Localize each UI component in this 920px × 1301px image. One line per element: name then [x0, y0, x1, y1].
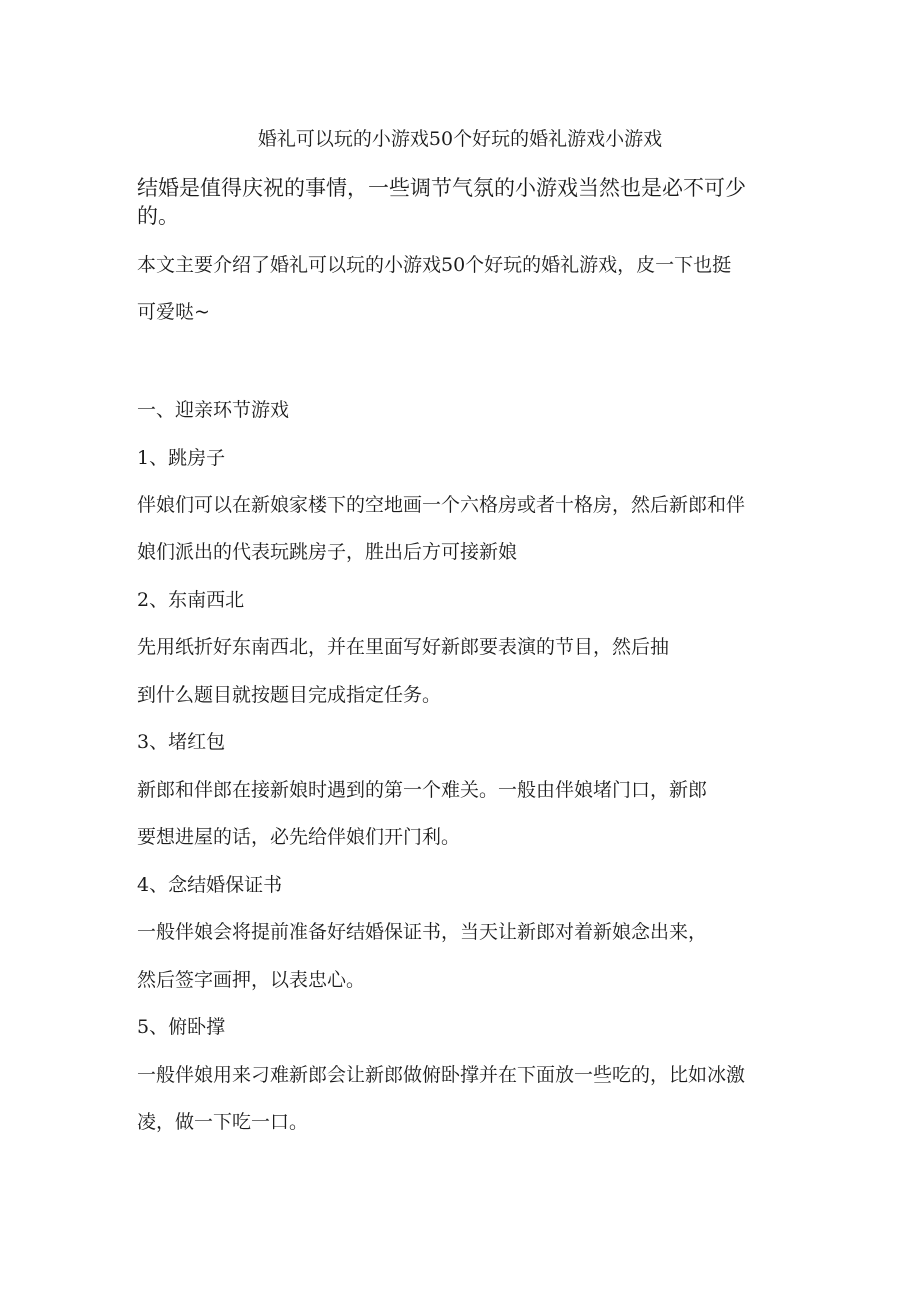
item-text-line: 到什么题目就按题目完成指定任务。	[137, 684, 442, 706]
item-title: 1、跳房子	[137, 447, 226, 469]
document-title: 婚礼可以玩的小游戏50个好玩的婚礼游戏小游戏	[257, 128, 663, 150]
item-title: 5、俯卧撑	[137, 1016, 226, 1038]
item-title: 2、东南西北	[137, 589, 245, 611]
item-text-line: 一般伴娘会将提前准备好结婚保证书，当天让新郎对着新娘念出来，	[137, 921, 708, 943]
item-text-line: 娘们派出的代表玩跳房子，胜出后方可接新娘	[137, 541, 518, 563]
intro-line-1: 结婚是值得庆祝的事情，一些调节气氛的小游戏当然也是必不可少	[137, 176, 746, 200]
item-title: 3、堵红包	[137, 731, 226, 753]
item-text-line: 然后签字画押，以表忠心。	[137, 969, 366, 991]
item-text-line: 先用纸折好东南西北，并在里面写好新郎要表演的节目，然后抽	[137, 636, 670, 658]
item-text-line: 一般伴娘用来刁难新郎会让新郎做俯卧撑并在下面放一些吃的，比如冰激	[137, 1064, 746, 1086]
item-title: 4、念结婚保证书	[137, 874, 283, 896]
intro-line-3: 本文主要介绍了婚礼可以玩的小游戏50个好玩的婚礼游戏，皮一下也挺	[137, 254, 732, 276]
intro-line-4: 可爱哒~	[137, 301, 210, 323]
item-text-line: 新郎和伴郎在接新娘时遇到的第一个难关。一般由伴娘堵门口，新郎	[137, 779, 708, 801]
intro-line-2: 的。	[137, 204, 179, 228]
item-text-line: 要想进屋的话，必先给伴娘们开门利。	[137, 826, 461, 848]
section-heading: 一、迎亲环节游戏	[137, 399, 290, 421]
item-text-line: 伴娘们可以在新娘家楼下的空地画一个六格房或者十格房，然后新郎和伴	[137, 494, 746, 516]
item-text-line: 凌，做一下吃一口。	[137, 1111, 309, 1133]
